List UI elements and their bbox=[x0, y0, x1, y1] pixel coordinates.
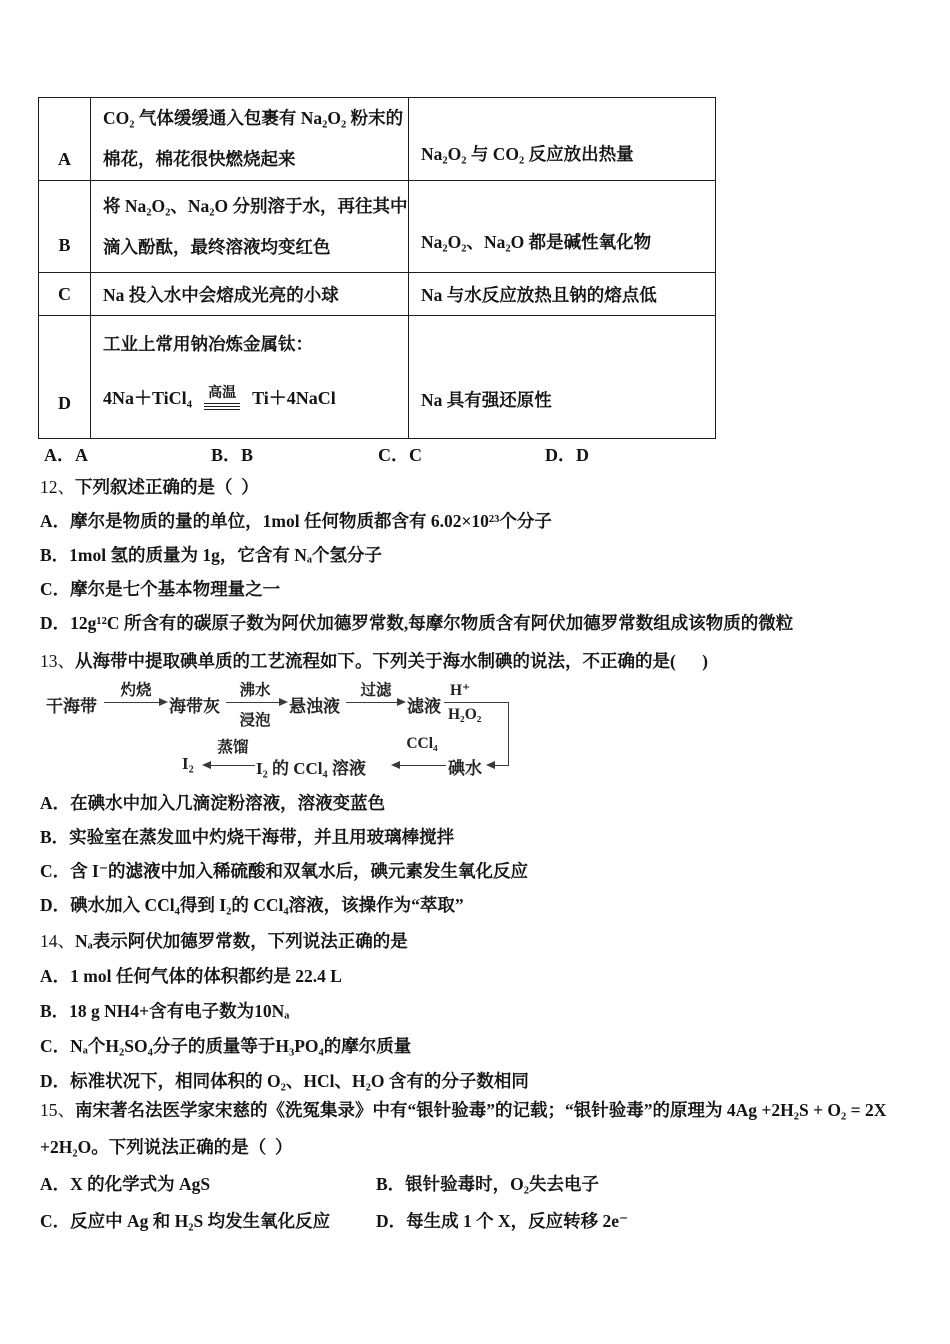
step-boiling-water-label: 沸水 bbox=[239, 682, 271, 699]
node-ccl4-solution: I₂ 的 CCl₄ 溶液 bbox=[256, 759, 366, 778]
q11-row-a-label bbox=[39, 98, 91, 181]
row-label: A bbox=[58, 149, 71, 169]
arrow-right-icon bbox=[279, 698, 288, 706]
q11-row-d-experiment bbox=[91, 316, 409, 438]
q11-row-b-conclusion: Na₂O₂、Na₂O 都是碱性氧化物 bbox=[409, 181, 715, 273]
flow-line bbox=[104, 702, 160, 703]
q11-row-b-experiment bbox=[91, 181, 409, 273]
step-filter-label: 过滤 bbox=[360, 682, 392, 699]
q15-stem-line2: +2H₂O。下列说法正确的是（ ） bbox=[40, 1137, 293, 1157]
question-14 bbox=[40, 924, 930, 1099]
q11-row-d-conclusion: Na 具有强还原性 bbox=[421, 390, 552, 410]
q13-option-a: A．在碘水中加入几滴淀粉溶液，溶液变蓝色 bbox=[40, 793, 386, 813]
node-iodine-water: 碘水 bbox=[448, 759, 482, 778]
row-label: B bbox=[58, 235, 71, 255]
flow-line bbox=[400, 765, 446, 766]
q11-row-b-label bbox=[39, 181, 91, 273]
q11-experiment-conclusion-table bbox=[38, 97, 716, 439]
experiment-text-line: CO₂ 气体缓缓通入包裹有 Na₂O₂ 粉末的 bbox=[103, 108, 404, 128]
q11-row-a-conclusion: Na₂O₂ 与 CO₂ 反应放出热量 bbox=[409, 98, 715, 181]
q11-row-c-conclusion: Na 与水反应放热且钠的熔点低 bbox=[409, 273, 715, 316]
node-iodine: I₂ bbox=[182, 754, 194, 773]
flow-line bbox=[346, 702, 398, 703]
equation-condition: 高温 bbox=[204, 386, 240, 404]
q15-option-c: C．反应中 Ag 和 H₂S 均发生氧化反应 bbox=[40, 1211, 331, 1231]
arrow-left-icon bbox=[391, 761, 400, 769]
question-number: 14、 bbox=[40, 931, 75, 951]
q13-option-c: C．含 I⁻的滤液中加入稀硫酸和双氧水后，碘元素发生氧化反应 bbox=[40, 861, 529, 881]
q15-option-row-1 bbox=[40, 1166, 930, 1203]
experiment-text-line: 棉花，棉花很快燃烧起来 bbox=[103, 149, 296, 169]
q11-answer-choices bbox=[44, 441, 724, 467]
step-roast-label: 灼烧 bbox=[120, 682, 152, 699]
question-13 bbox=[40, 644, 930, 678]
node-filtrate: 滤液 bbox=[407, 697, 441, 716]
q15-option-a: A．X 的化学式为 AgS bbox=[40, 1174, 211, 1194]
node-dry-kelp: 干海带 bbox=[46, 697, 97, 716]
q15-option-d: D．每生成 1 个 X，反应转移 2e⁻ bbox=[376, 1211, 629, 1231]
q11-row-c-label bbox=[39, 273, 91, 316]
q12-stem: 12、下列叙述正确的是（ ） bbox=[40, 477, 259, 497]
arrow-right-icon bbox=[397, 698, 406, 706]
equation-left: 4Na＋TiCl₄ bbox=[103, 388, 193, 408]
question-13-options bbox=[40, 786, 930, 922]
fraction-bar-line bbox=[444, 702, 508, 703]
flow-line-vertical bbox=[508, 702, 509, 766]
question-number: 13、 bbox=[40, 651, 75, 671]
q12-option-a: A．摩尔是物质的量的单位，1mol 任何物质都含有 6.02×10²³个分子 bbox=[40, 511, 552, 531]
experiment-text-line: 滴入酚酞，最终溶液均变红色 bbox=[103, 236, 331, 257]
arrow-right-icon bbox=[159, 698, 168, 706]
step-soak-label: 浸泡 bbox=[239, 712, 271, 729]
q15-option-b: B．银针验毒时，O₂失去电子 bbox=[376, 1174, 600, 1194]
q14-option-c: C．Nₐ个H₂SO₄分子的质量等于H₃PO₄的摩尔质量 bbox=[40, 1036, 412, 1056]
question-number: 15、 bbox=[40, 1100, 75, 1120]
q15-option-row-2 bbox=[40, 1203, 930, 1240]
experiment-title: 工业上常用钠冶炼金属钛： bbox=[103, 334, 313, 354]
q14-option-a: A．1 mol 任何气体的体积都约是 22.4 L bbox=[40, 966, 342, 986]
q15-stem-line1: 15、南宋著名法医学家宋慈的《洗冤集录》中有“银针验毒”的记载；“银针验毒”的原理为 4Ag +2H₂S + O₂ = 2X bbox=[40, 1100, 887, 1120]
choice-c: C．C bbox=[378, 445, 422, 465]
q13-stem: 13、从海带中提取碘单质的工艺流程如下。下列关于海水制碘的说法，不正确的是( ) bbox=[40, 651, 708, 671]
equation-right: Ti＋4NaCl bbox=[252, 388, 336, 408]
arrow-left-icon bbox=[486, 761, 495, 769]
experiment-text-line: Na 投入水中会熔成光亮的小球 bbox=[103, 284, 339, 305]
node-kelp-ash: 海带灰 bbox=[169, 697, 220, 716]
node-suspension: 悬浊液 bbox=[289, 697, 340, 716]
choice-d: D．D bbox=[545, 445, 589, 465]
double-line bbox=[204, 406, 240, 410]
row-label: D bbox=[58, 393, 71, 413]
row-label: C bbox=[58, 283, 71, 304]
q14-option-b: B．18 g NH4+含有电子数为10Nₐ bbox=[40, 1001, 290, 1021]
q13-option-d: D．碘水加入 CCl₄得到 I₂的 CCl₄溶液，该操作为“萃取” bbox=[40, 895, 464, 915]
step-distill-label: 蒸馏 bbox=[217, 739, 249, 756]
q12-option-d: D．12g¹²C 所含有的碳原子数为阿伏加德罗常数,每摩尔物质含有阿伏加德罗常数组成该物质的微粒 bbox=[40, 613, 794, 633]
q14-option-d: D．标准状况下，相同体积的 O₂、HCl、H₂O 含有的分子数相同 bbox=[40, 1071, 529, 1091]
question-number: 12、 bbox=[40, 477, 75, 497]
iodine-extraction-flow-diagram bbox=[40, 682, 550, 782]
reagent-peroxide-label: H₂O₂ bbox=[448, 706, 482, 723]
flow-line bbox=[495, 765, 509, 766]
flow-line bbox=[226, 702, 280, 703]
q11-row-a-experiment bbox=[91, 98, 409, 181]
chemical-equation bbox=[103, 384, 408, 410]
q12-option-b: B．1mol 氢的质量为 1g，它含有 Nₐ个氢分子 bbox=[40, 545, 382, 565]
experiment-text-line: 将 Na₂O₂、Na₂O 分别溶于水，再往其中 bbox=[103, 195, 408, 216]
equation-condition-mark bbox=[204, 386, 240, 410]
question-15 bbox=[40, 1092, 930, 1240]
question-12 bbox=[40, 470, 930, 640]
choice-a: A．A bbox=[44, 445, 88, 465]
q11-row-c-experiment bbox=[91, 273, 409, 316]
arrow-left-icon bbox=[202, 761, 211, 769]
q13-option-b: B．实验室在蒸发皿中灼烧干海带，并且用玻璃棒搅拌 bbox=[40, 827, 455, 847]
flow-line bbox=[211, 765, 255, 766]
step-ccl4-label: CCl₄ bbox=[406, 735, 438, 752]
choice-b: B．B bbox=[211, 445, 254, 465]
q11-row-d-label bbox=[39, 316, 91, 438]
q12-option-c: C．摩尔是七个基本物理量之一 bbox=[40, 579, 281, 599]
reagent-acid-label: H⁺ bbox=[450, 682, 471, 699]
q14-stem: 14、Nₐ表示阿伏加德罗常数，下列说法正确的是 bbox=[40, 931, 408, 951]
